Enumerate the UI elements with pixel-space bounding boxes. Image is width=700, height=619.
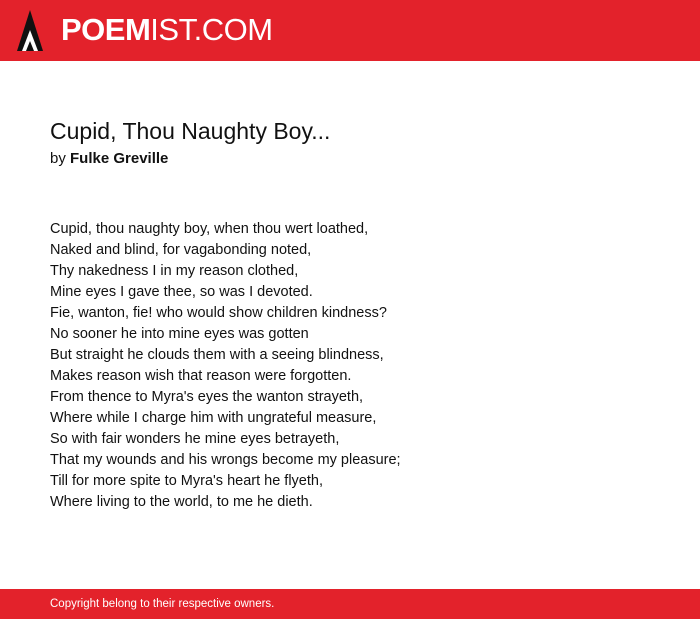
copyright-notice: Copyright belong to their respective owners. — [50, 598, 275, 610]
poem-line: Fie, wanton, fie! who would show children kindness? — [50, 305, 387, 321]
poem-body — [50, 219, 401, 513]
poem-line: Makes reason wish that reason were forgotten. — [50, 368, 352, 384]
by-label: by — [50, 150, 66, 167]
logo-brand-light: IST.COM — [150, 12, 273, 47]
poem-author: Fulke Greville — [70, 150, 169, 167]
poem-line: Till for more spite to Myra's heart he flyeth, — [50, 473, 323, 489]
poem-line: But straight he clouds them with a seeing blindness, — [50, 347, 384, 363]
site-header — [0, 0, 700, 61]
site-footer — [0, 589, 700, 619]
logo-brand-bold: POEM — [61, 12, 151, 47]
poem-byline — [50, 149, 168, 169]
poem-line: No sooner he into mine eyes was gotten — [50, 326, 309, 342]
poem-line: That my wounds and his wrongs become my pleasure; — [50, 452, 401, 468]
pencil-tip-icon[interactable] — [17, 10, 43, 51]
site-logo[interactable] — [61, 12, 273, 48]
poem-line: So with fair wonders he mine eyes betrayeth, — [50, 431, 340, 447]
poem-line: From thence to Myra's eyes the wanton strayeth, — [50, 389, 364, 405]
poem-line: Thy nakedness I in my reason clothed, — [50, 263, 299, 279]
poem-line: Naked and blind, for vagabonding noted, — [50, 242, 312, 258]
poem-line: Where while I charge him with ungrateful measure, — [50, 410, 377, 426]
poem-line: Mine eyes I gave thee, so was I devoted. — [50, 284, 313, 300]
poem-title: Cupid, Thou Naughty Boy... — [50, 118, 331, 144]
poem-line: Cupid, thou naughty boy, when thou wert loathed, — [50, 221, 369, 237]
poem-line: Where living to the world, to me he dieth. — [50, 494, 313, 510]
